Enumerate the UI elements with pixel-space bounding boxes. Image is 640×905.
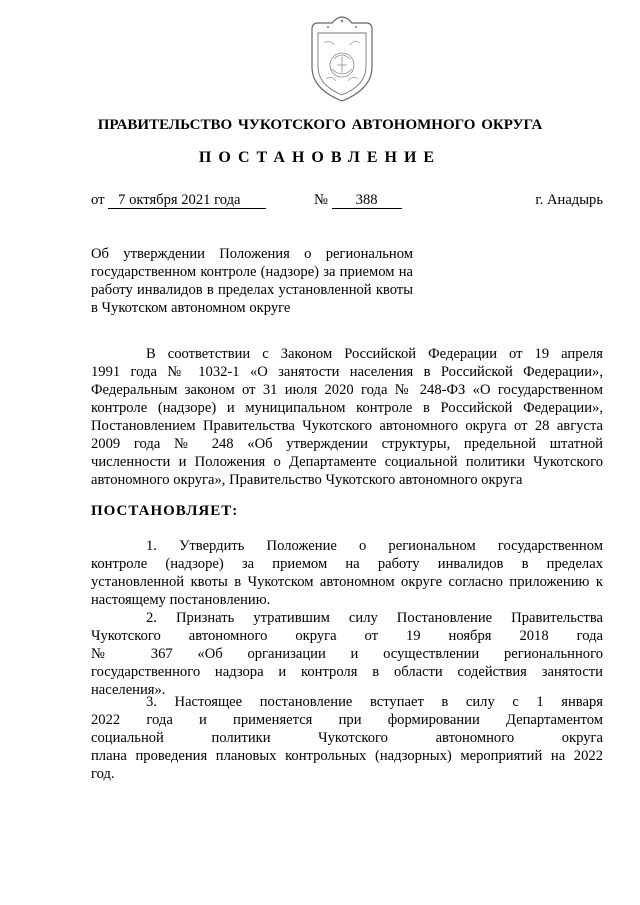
coat-of-arms-icon xyxy=(304,15,380,103)
item-1-paragraph xyxy=(91,537,603,609)
item-line: Чукотского автономного округа от 19 ноября 2018 года xyxy=(91,628,603,644)
item-line: населения». xyxy=(91,682,166,698)
item-line: год. xyxy=(91,766,115,782)
item-line: 3. Настоящее постановление вступает в силу с 1 января xyxy=(146,694,603,710)
number-field xyxy=(314,191,402,209)
item-line: № 367 «Об организации и осуществлении региональнного xyxy=(91,646,603,662)
item-line: 2022 года и применяется при формировании Департаментом xyxy=(91,712,603,728)
item-line: контроле (надзоре) за приемом на работу инвалидов в пределах xyxy=(91,556,603,572)
item-line: государственного надзора и контроля в области содействия занятости xyxy=(91,664,603,680)
item-line: настоящему постановлению. xyxy=(91,592,271,608)
from-label: от xyxy=(91,192,105,208)
government-title: ПРАВИТЕЛЬСТВО ЧУКОТСКОГО АВТОНОМНОГО ОКРУГА xyxy=(97,117,543,133)
item-line: 2. Признать утратившим силу Постановление Правительства xyxy=(146,610,603,626)
preamble-line: В соответствии с Законом Российской Федерации от 19 апреля xyxy=(146,346,603,362)
item-line: установленной квоты в Чукотском автономном округе согласно приложению к xyxy=(91,574,603,590)
preamble-paragraph xyxy=(91,345,603,489)
preamble-line: Постановлением Правительства Чукотского автономного округа от 28 августа xyxy=(91,418,603,434)
item-2-paragraph xyxy=(91,609,603,699)
preamble-line: автономного округа», Правительство Чукотского автономного округа xyxy=(91,472,523,488)
preamble-line: Федеральным законом от 31 июля 2020 года № 248-ФЗ «О государственном xyxy=(91,382,603,398)
item-line: плана проведения плановых контрольных (надзорных) мероприятий на 2022 xyxy=(91,748,603,764)
document-date: 7 октября 2021 года xyxy=(108,192,266,209)
item-line: 1. Утвердить Положение о региональном государственном xyxy=(146,538,603,554)
preamble-line: 1991 года № 1032-1 «О занятости населения в Российской Федерации», xyxy=(91,364,603,380)
number-label: № xyxy=(314,192,328,208)
coat-of-arms-emblem xyxy=(304,15,380,103)
preamble-line: контроле (надзоре) и муниципальном контроле в Российской Федерации», xyxy=(91,400,603,416)
resolves-heading: ПОСТАНОВЛЯЕТ: xyxy=(91,503,239,519)
preamble-line: 2009 года № 248 «Об утверждении структуры, предельной штатной xyxy=(91,436,603,452)
item-3-paragraph xyxy=(91,693,603,783)
document-number: 388 xyxy=(332,192,402,209)
item-line: социальной политики Чукотского автономного округа xyxy=(91,730,603,746)
document-type-title: ПОСТАНОВЛЕНИЕ xyxy=(198,149,442,166)
document-subject: Об утверждении Положения о региональном государственном контроле (надзоре) за приемом на работу инвалидов в пределах установленной квоты в Чукотском автономном округе xyxy=(91,246,413,316)
date-field xyxy=(91,191,266,209)
city-label: г. Анадырь xyxy=(535,192,603,208)
preamble-line: численности и Положения о Департаменте социальной политики Чукотского xyxy=(91,454,603,470)
